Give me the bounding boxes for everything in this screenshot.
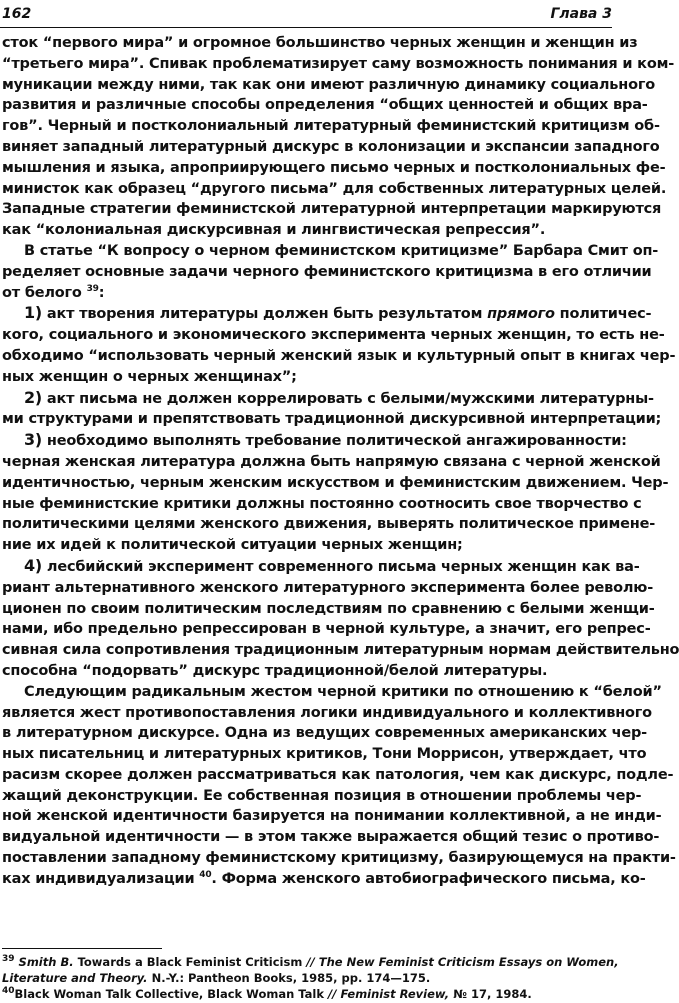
footnote-source: The New Feminist Criticism Essays on Women, bbox=[318, 955, 619, 969]
footnote-ref[interactable]: 39 bbox=[86, 283, 99, 294]
text-line: мышления и языка, апроприирующего письмо черных и постколониальных фе- bbox=[2, 159, 666, 176]
text-fragment: от белого bbox=[2, 284, 82, 301]
chapter-label: Глава 3 bbox=[550, 6, 612, 22]
text-line: ределяет основные задачи черного феминистского критицизма в его отличии bbox=[2, 263, 652, 280]
text-line: ционен по своим политическим последствиям по сравнению с белыми женщи- bbox=[2, 600, 655, 617]
text-line bbox=[2, 283, 614, 304]
footnote-title: Towards a Black Feminist Criticism bbox=[77, 955, 303, 969]
footnote-rule bbox=[2, 948, 162, 949]
text-line: гов”. Черный и постколониальный литературный феминистский критицизм об- bbox=[2, 118, 660, 135]
page-number: 162 bbox=[2, 6, 32, 22]
text-line: ных женщин о черных женщинах”; bbox=[2, 368, 297, 385]
text-line: ние их идей к политической ситуации черных женщин; bbox=[2, 537, 463, 554]
footnote-source: Literature and Theory. bbox=[2, 971, 148, 985]
text-line: Следующим радикальным жестом черной критики по отношению к “белой” bbox=[24, 683, 662, 700]
text-line: в литературном дискурсе. Одна из ведущих современных американских чер- bbox=[2, 725, 647, 742]
text-fragment: кого, bbox=[2, 327, 44, 344]
text-line: нами, ибо предельно репрессирован в черной культуре, а значит, его репрес- bbox=[2, 621, 651, 638]
text-fragment: политичес- bbox=[559, 306, 652, 323]
footnote-40 bbox=[2, 986, 614, 1002]
list-number: 3) bbox=[24, 430, 43, 450]
footnote-sep: // bbox=[306, 955, 315, 969]
text-fragment: . Форма женского автобиографического письма, ко- bbox=[211, 870, 646, 887]
text-line: Западные стратегии феминистской литературной интерпретации маркируются bbox=[2, 201, 662, 218]
footnote-sep: // bbox=[328, 987, 337, 1001]
list-item-line bbox=[2, 430, 627, 452]
text-line: видуальной идентичности — в этом также выражается общий тезис о противо- bbox=[2, 829, 660, 846]
footnote-author: Black Woman Talk Collective, Black Woman Talk bbox=[14, 987, 324, 1001]
footnotes bbox=[2, 954, 619, 1002]
text-fragment: акт письма не должен коррелировать с белыми/мужскими литературны- bbox=[46, 390, 654, 407]
text-line: ные феминистские критики должны постоянно соотносить свое творчество с bbox=[2, 495, 642, 512]
text-fragment: акт творения литературы должен быть результатом bbox=[46, 306, 483, 323]
text-line: министок как образец “другого письма” для собственных литературных целей. bbox=[2, 180, 667, 197]
text-fragment: : bbox=[98, 284, 105, 301]
text-fragment: ках индивидуализации bbox=[2, 870, 195, 887]
text-line: обходимо “использовать черный женский язык и культурный опыт в книгах чер- bbox=[2, 347, 676, 364]
list-number: 4) bbox=[24, 555, 43, 575]
text-line: жащий деконструкции. Ее собственная позиция в отношении проблемы чер- bbox=[2, 787, 642, 804]
text-line: расизм скорее должен рассматриваться как патология, чем как дискурс, подле- bbox=[2, 766, 674, 783]
text-line: сток “первого мира” и огромное большинство черных женщин и женщин из bbox=[2, 35, 638, 51]
text-line: идентичностью, черным женским искусством и феминистским движением. Чер- bbox=[2, 474, 669, 491]
text-line: политическими целями женского движения, выверять политическое примене- bbox=[2, 516, 656, 533]
footnote-ref[interactable]: 40 bbox=[199, 870, 212, 881]
header-rule bbox=[0, 27, 612, 28]
text-line: В статье “К вопросу о черном феминистском критицизме” Барбара Смит оп- bbox=[24, 242, 659, 259]
body-text bbox=[2, 33, 679, 890]
footnote-author: Smith B. bbox=[18, 955, 74, 969]
text-line: черная женская литература должна быть напрямую связана с черной женской bbox=[2, 453, 661, 470]
footnote-rest: N.-Y.: Pantheon Books, 1985, pp. 174—175. bbox=[151, 971, 431, 985]
text-line: поставлении западному феминистскому критицизму, базирующемуся на практи- bbox=[2, 850, 676, 867]
text-line: как “колониальная дискурсивная и лингвистическая репрессия”. bbox=[2, 222, 546, 239]
text-fragment: необходимо выполнять требование политической ангажированности: bbox=[46, 433, 627, 450]
list-number: 2) bbox=[24, 387, 43, 407]
footnote-source: Feminist Review, bbox=[340, 987, 450, 1001]
text-line: развития и различные способы определения “общих ценностей и общих вра- bbox=[2, 97, 648, 114]
list-item-line bbox=[2, 387, 654, 410]
text-line: является жест противопоставления логики индивидуального и коллективного bbox=[2, 704, 652, 721]
text-line: “третьего мира”. Спивак проблематизирует саму возможность понимания и ком- bbox=[2, 55, 675, 72]
text-fragment: лесбийский эксперимент современного письма черных женщин как ва- bbox=[46, 558, 640, 575]
emphasis: прямого bbox=[487, 306, 555, 323]
text-line: способна “подорвать” дискурс традиционной/белой литературы. bbox=[2, 662, 548, 679]
text-line: ной женской идентичности базируется на понимании коллективной, а не инди- bbox=[2, 808, 662, 825]
text-line: риант альтернативного женского литературного эксперимента более револю- bbox=[2, 579, 654, 596]
text-line: ми структурами и препятствовать традиционной дискурсивной интерпретации; bbox=[2, 411, 662, 428]
text-line: ных писательниц и литературных критиков, Тони Моррисон, утверждает, что bbox=[2, 746, 647, 763]
list-number: 1) bbox=[24, 303, 43, 323]
list-item-line bbox=[2, 303, 652, 325]
text-line: сивная сила сопротивления традиционным литературным нормам действительно bbox=[2, 642, 679, 659]
text-line bbox=[2, 325, 665, 346]
footnote-number: 40 bbox=[2, 986, 15, 997]
list-item-line bbox=[2, 555, 640, 578]
text-fragment: социального и экономического эксперимента черных женщин, то есть не- bbox=[48, 327, 665, 344]
footnote-rest: № 17, 1984. bbox=[453, 987, 532, 1001]
page-header bbox=[2, 6, 612, 26]
text-line bbox=[2, 869, 646, 890]
footnote-number: 39 bbox=[2, 954, 15, 965]
footnote-39 bbox=[2, 954, 619, 970]
text-line: виняет западный литературный дискурс в колонизации и экспансии западного bbox=[2, 138, 660, 155]
text-line: муникации между ними, так как они имеют различную динамику социального bbox=[2, 76, 655, 93]
footnote-39-cont bbox=[2, 970, 614, 986]
